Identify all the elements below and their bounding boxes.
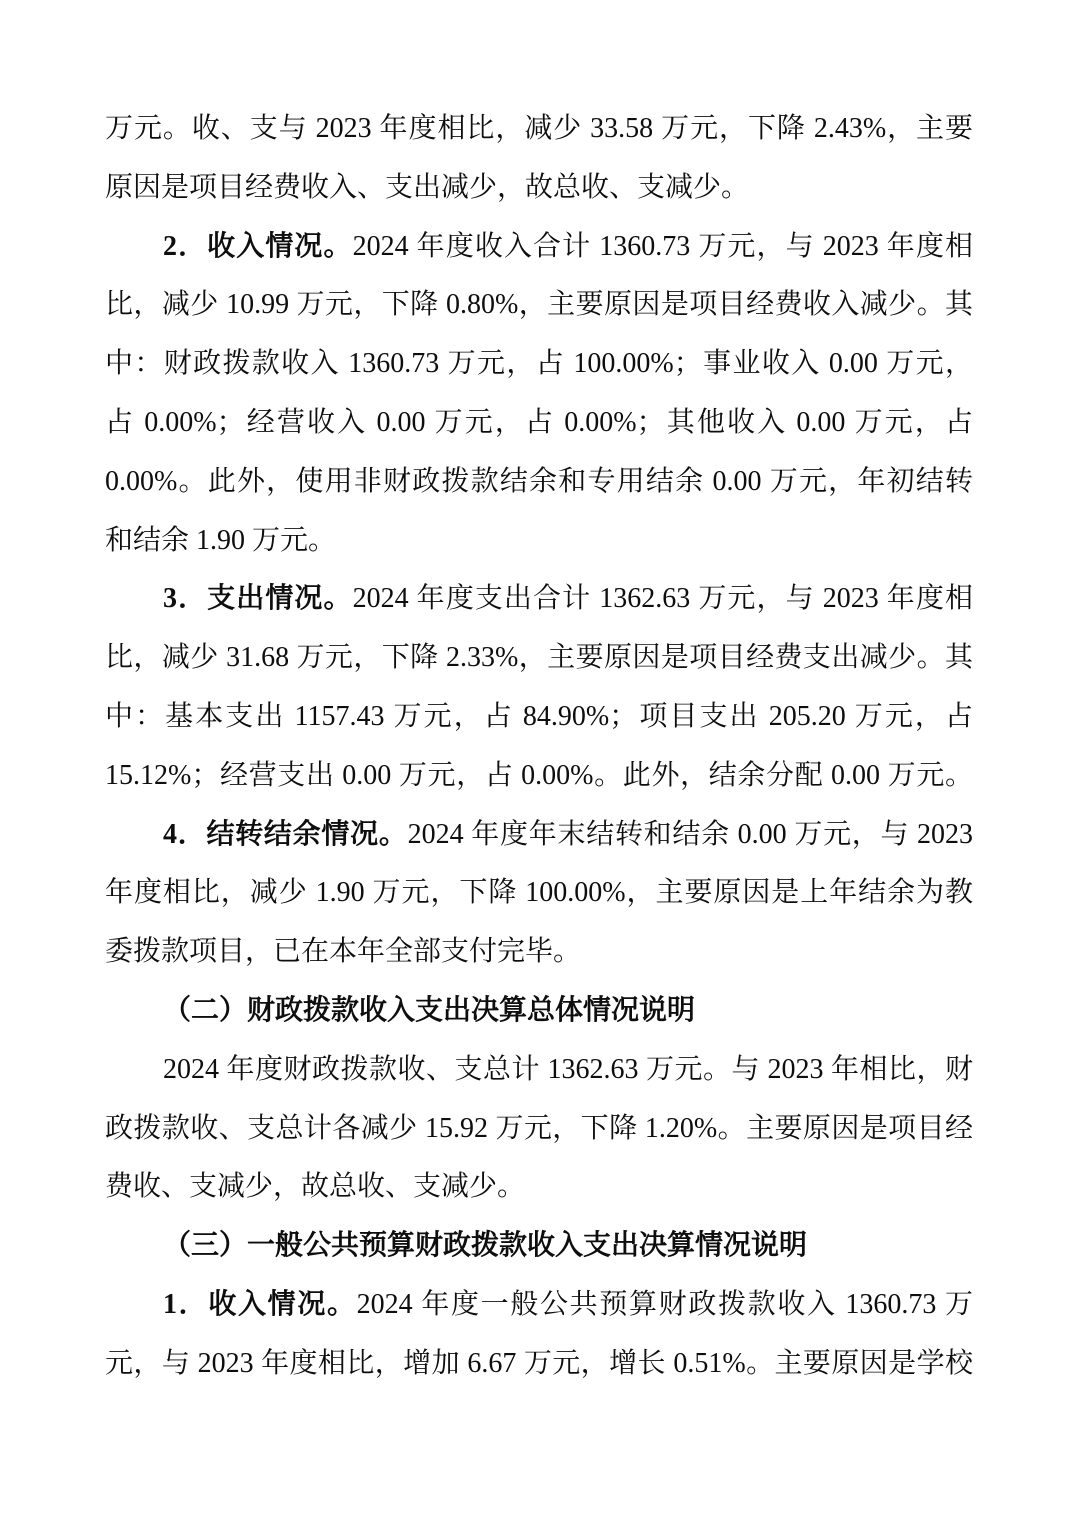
text-line: [105, 1100, 973, 1159]
text-run: 比，减少 31.68 万元，下降 2.33%，主要原因是项目经费支出减少。其: [105, 642, 973, 674]
bold-run: 4．结转结余情况。: [163, 818, 408, 850]
text-run: 元，与 2023 年度相比，增加 6.67 万元，增长 0.51%。主要原因是学校: [105, 1347, 973, 1379]
text-run: 15.12%；经营支出 0.00 万元，占 0.00%。此外，结余分配 0.00 万元。: [105, 759, 973, 791]
text-run: 2024 年度财政拨款收、支总计 1362.63 万元。与 2023 年相比，财: [163, 1053, 973, 1085]
text-run: 2024 年度年末结转和结余 0.00 万元，与 2023: [407, 818, 973, 850]
text-line: [105, 100, 973, 159]
text-line: [105, 276, 973, 335]
text-run: 2024 年度一般公共预算财政拨款收入 1360.73 万: [356, 1288, 973, 1320]
text-line: [105, 1041, 973, 1100]
text-line: [105, 335, 973, 394]
text-line: [105, 570, 973, 629]
document-body: [105, 100, 973, 1394]
text-line: [105, 688, 973, 747]
text-run: 费收、支减少，故总收、支减少。: [105, 1171, 526, 1203]
text-line: [105, 1335, 973, 1394]
bold-run: 3．支出情况。: [163, 583, 353, 615]
text-line: [105, 218, 973, 277]
text-run: 委拨款项目，已在本年全部支付完毕。: [105, 936, 582, 968]
text-run: 2024 年度支出合计 1362.63 万元，与 2023 年度相: [352, 583, 973, 615]
text-line: [105, 394, 973, 453]
section-heading-line: [105, 982, 973, 1041]
bold-run: 2．收入情况。: [163, 230, 353, 262]
text-run: 中：基本支出 1157.43 万元，占 84.90%；项目支出 205.20 万元，占: [105, 700, 973, 732]
text-run: 和结余 1.90 万元。: [105, 524, 337, 556]
text-line: [105, 747, 973, 806]
text-line: [105, 453, 973, 512]
text-line: [105, 159, 973, 218]
text-line: [105, 629, 973, 688]
text-run: 占 0.00%；经营收入 0.00 万元，占 0.00%；其他收入 0.00 万元，占: [105, 406, 973, 438]
text-line: [105, 512, 973, 571]
bold-run: （三）一般公共预算财政拨款收入支出决算情况说明: [163, 1230, 808, 1262]
text-line: [105, 1158, 973, 1217]
text-run: 2024 年度收入合计 1360.73 万元，与 2023 年度相: [352, 230, 973, 262]
text-line: [105, 1276, 973, 1335]
text-run: 年度相比，减少 1.90 万元，下降 100.00%，主要原因是上年结余为教: [105, 877, 973, 909]
text-line: [105, 806, 973, 865]
text-line: [105, 864, 973, 923]
text-run: 中：财政拨款收入 1360.73 万元，占 100.00%；事业收入 0.00 万元，: [105, 348, 973, 380]
bold-run: （二）财政拨款收入支出决算总体情况说明: [163, 994, 696, 1026]
text-run: 政拨款收、支总计各减少 15.92 万元，下降 1.20%。主要原因是项目经: [105, 1112, 973, 1144]
text-run: 万元。收、支与 2023 年度相比，减少 33.58 万元，下降 2.43%，主要: [105, 113, 973, 144]
text-run: 0.00%。此外，使用非财政拨款结余和专用结余 0.00 万元，年初结转: [105, 465, 973, 497]
text-line: [105, 923, 973, 982]
text-run: 原因是项目经费收入、支出减少，故总收、支减少。: [105, 171, 750, 203]
bold-run: 1．收入情况。: [163, 1288, 357, 1320]
section-heading-line: [105, 1217, 973, 1276]
text-run: 比，减少 10.99 万元，下降 0.80%，主要原因是项目经费收入减少。其: [105, 289, 973, 321]
